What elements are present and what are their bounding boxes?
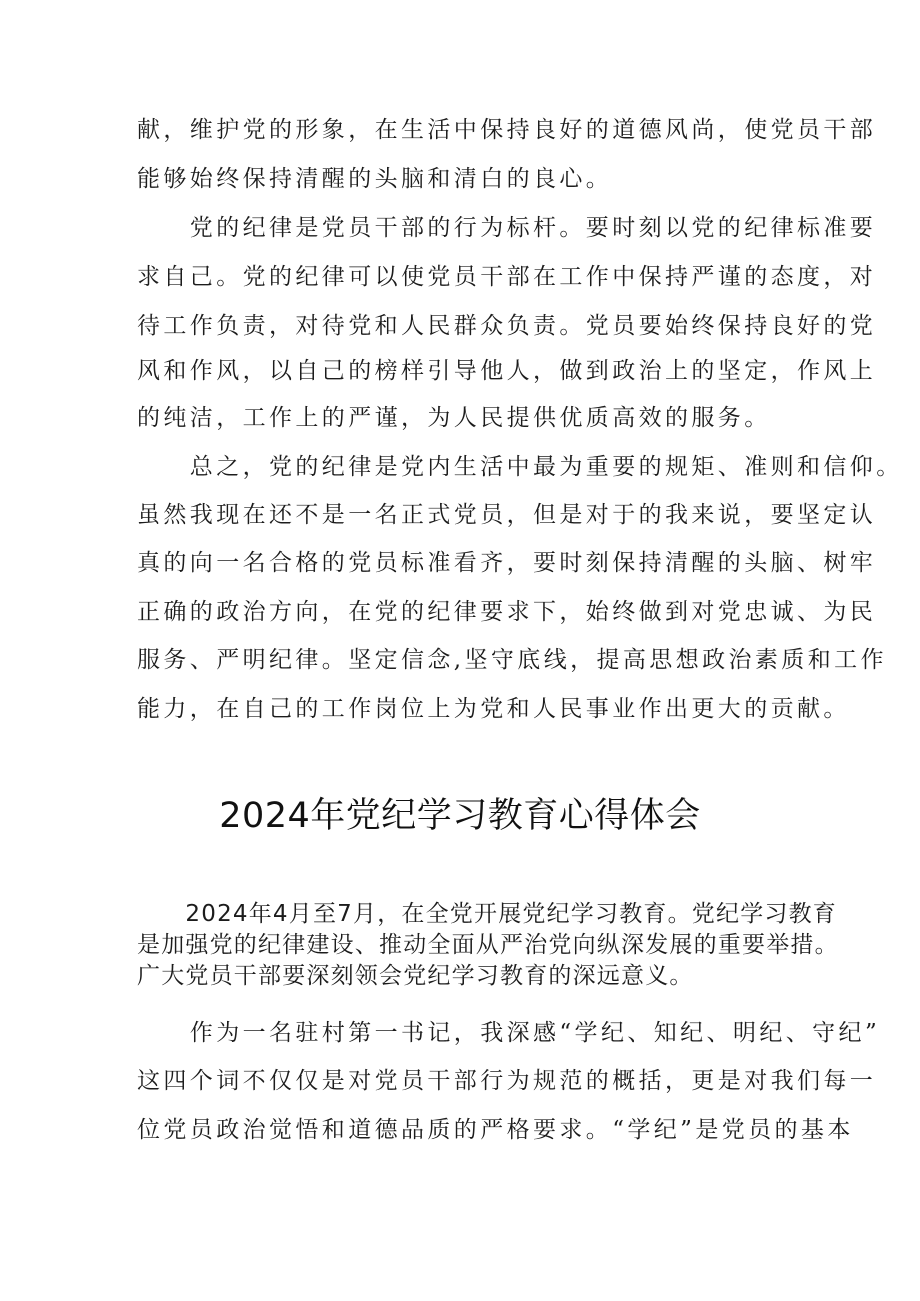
text-line: 作为一名驻村第一书记，我深感“学纪、知纪、明纪、守纪” (137, 1020, 881, 1046)
text-line: 是加强党的纪律建设、推动全面从严治党向纵深发展的重要举措。 (137, 932, 839, 958)
text-line: 虽然我现在还不是一名正式党员，但是对于的我来说，要坚定认 (137, 502, 877, 528)
text-line: 这四个词不仅仅是对党员干部行为规范的概括，更是对我们每一 (137, 1068, 877, 1094)
text-line: 的纯洁，工作上的严谨，为人民提供优质高效的服务。 (137, 405, 771, 431)
text-line: 位党员政治觉悟和道德品质的严格要求。“学纪”是党员的基本 (137, 1117, 854, 1143)
text-line: 风和作风，以自己的榜样引导他人，做到政治上的坚定，作风上 (137, 358, 877, 384)
text-line: 正确的政治方向，在党的纪律要求下，始终做到对党忠诚、为民 (137, 599, 877, 625)
text-line: 待工作负责，对待党和人民群众负责。党员要始终保持良好的党 (137, 313, 877, 339)
text-line: 能够始终保持清醒的头脑和清白的良心。 (137, 166, 613, 192)
text-line: 党的纪律是党员干部的行为标杆。要时刻以党的纪律标准要 (137, 215, 877, 241)
text-line: 献，维护党的形象，在生活中保持良好的道德风尚，使党员干部 (137, 117, 877, 143)
text-line: 能力，在自己的工作岗位上为党和人民事业作出更大的贡献。 (137, 696, 850, 722)
text-line: 真的向一名合格的党员标准看齐，要时刻保持清醒的头脑、树牢 (137, 550, 877, 576)
text-line: 广大党员干部要深刻领会党纪学习教育的深远意义。 (137, 963, 694, 989)
text-line: 2024年4月至7月，在全党开展党纪学习教育。党纪学习教育 (137, 901, 837, 927)
text-line: 求自己。党的纪律可以使党员干部在工作中保持严谨的态度，对 (137, 264, 877, 290)
document-title: 2024年党纪学习教育心得体会 (219, 796, 701, 836)
text-line: 服务、严明纪律。坚定信念,坚守底线，提高思想政治素质和工作 (137, 647, 887, 673)
text-line: 总之，党的纪律是党内生活中最为重要的规矩、准则和信仰。 (137, 454, 903, 480)
